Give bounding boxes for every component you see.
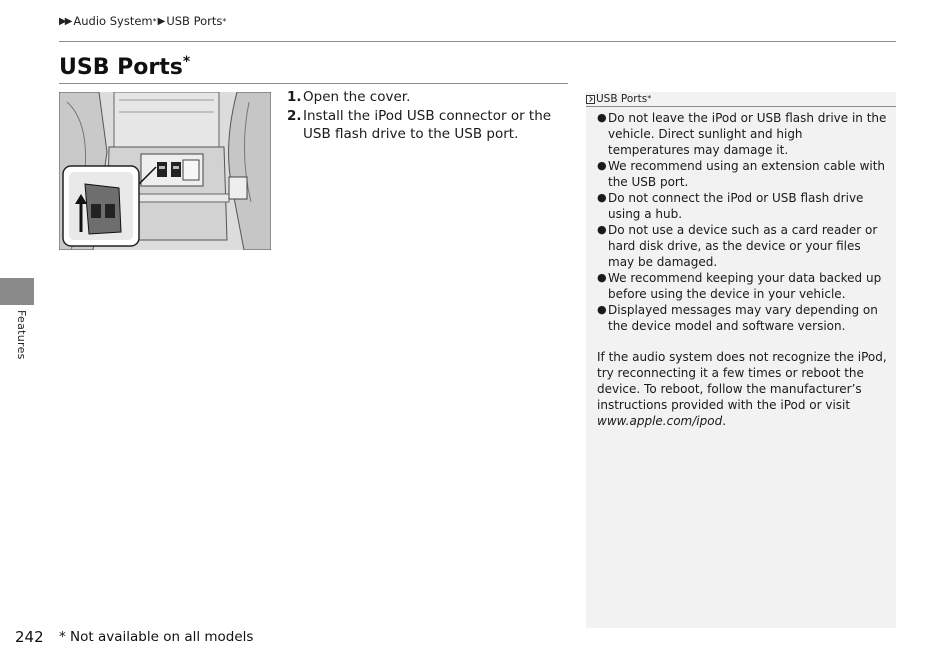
- step-item: [287, 88, 569, 107]
- list-item: [597, 270, 887, 302]
- breadcrumb-item-audio-system[interactable]: Audio System: [73, 14, 153, 28]
- title-divider: [59, 83, 568, 84]
- breadcrumb-asterisk: *: [152, 16, 157, 26]
- page-number: 242: [15, 628, 44, 646]
- notes-list: [597, 110, 887, 334]
- usb-port-illustration: [59, 92, 271, 250]
- bullet-icon: ●: [597, 159, 607, 172]
- step-number: 1.: [287, 89, 302, 105]
- notes-sidebar: [586, 92, 896, 628]
- list-item: [597, 190, 887, 222]
- reboot-text: If the audio system does not recognize the iPod, try reconnecting it a few times or reboot the device. To reboot, follow the manufacturer’s instructions provided with the iPod or visit: [597, 350, 887, 412]
- note-text: We recommend using an extension cable with the USB port.: [608, 159, 886, 189]
- reboot-paragraph: [597, 349, 889, 429]
- note-text: Do not connect the iPod or USB flash drive using a hub.: [608, 191, 864, 221]
- bullet-icon: ●: [597, 111, 607, 124]
- apple-link[interactable]: www.apple.com/ipod: [597, 414, 723, 428]
- bullet-icon: ●: [597, 191, 607, 204]
- breadcrumb: [59, 14, 226, 28]
- note-text: Do not use a device such as a card reader or hard disk drive, as the device or your files may be damaged.: [608, 223, 878, 269]
- sidebar-title: [586, 92, 896, 107]
- footnote: * Not available on all models: [59, 629, 254, 645]
- note-icon: [586, 95, 595, 104]
- step-item: [287, 107, 569, 144]
- section-label: Features: [15, 310, 28, 360]
- list-item: [597, 302, 887, 334]
- reboot-end: .: [722, 414, 727, 428]
- page-title: [59, 54, 190, 80]
- breadcrumb-item-usb-ports[interactable]: USB Ports: [166, 14, 223, 28]
- list-item: [597, 110, 887, 158]
- list-item: [597, 222, 887, 270]
- breadcrumb-arrow-icon: ▶▶: [59, 15, 71, 27]
- list-item: [597, 158, 887, 190]
- step-text: Install the iPod USB connector or the USB flash drive to the USB port.: [303, 107, 552, 142]
- section-tab: [0, 278, 34, 305]
- steps-list: [287, 88, 569, 144]
- usb-port-drawing: [59, 92, 271, 250]
- note-text: Do not leave the iPod or USB flash drive in the vehicle. Direct sunlight and high temperatures may damage it.: [608, 111, 887, 157]
- note-text: We recommend keeping your data backed up before using the device in your vehicle.: [608, 271, 882, 301]
- sidebar-title-text: USB Ports: [596, 93, 648, 105]
- step-text: Open the cover.: [303, 89, 411, 105]
- bullet-icon: ●: [597, 271, 607, 284]
- bullet-icon: ●: [597, 303, 607, 316]
- breadcrumb-asterisk: *: [222, 16, 227, 26]
- bullet-icon: ●: [597, 223, 607, 236]
- header-divider: [59, 41, 896, 42]
- page-title-text: USB Ports: [59, 55, 183, 80]
- step-number: 2.: [287, 107, 302, 124]
- note-text: Displayed messages may vary depending on the device model and software version.: [608, 303, 878, 333]
- page-title-asterisk: *: [182, 54, 191, 70]
- sidebar-title-asterisk: *: [647, 94, 652, 103]
- breadcrumb-arrow-icon: ▶: [157, 15, 166, 27]
